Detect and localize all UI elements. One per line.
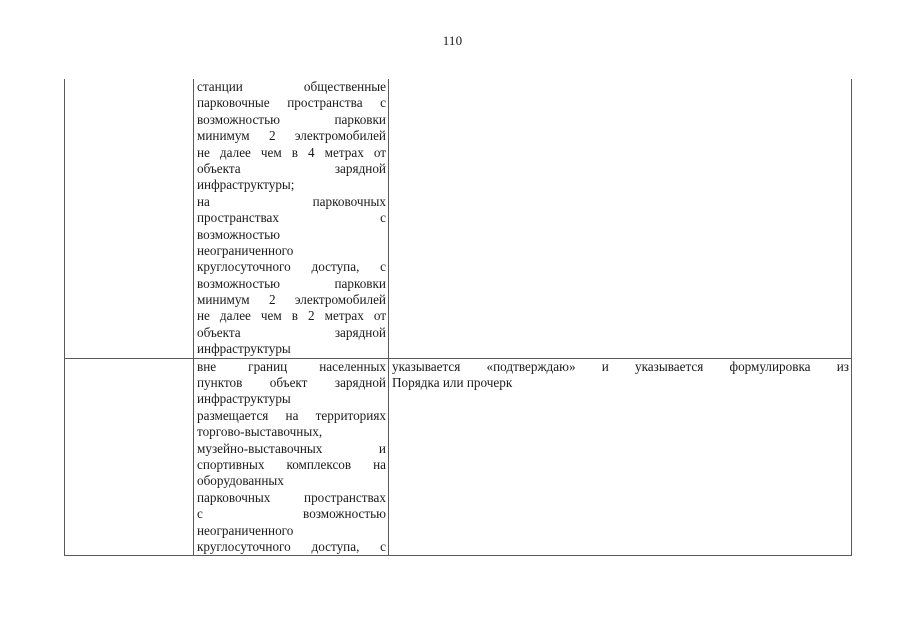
- cell-line: пунктов объект зарядной: [197, 375, 386, 391]
- cell-line: размещается на территориях: [197, 407, 386, 423]
- cell-line: указывается «подтверждаю» и указывается формулировка из: [392, 358, 849, 374]
- cell-line: парковочные пространства с: [197, 95, 386, 111]
- cell-line: неограниченного: [197, 522, 294, 538]
- cell-line: торгово-выставочных,: [197, 424, 323, 440]
- cell-line: минимум 2 электромобилей: [197, 128, 386, 144]
- table-cell-row1-col3: [389, 79, 852, 358]
- cell-line: круглосуточного доступа, с: [197, 538, 386, 554]
- cell-line: инфраструктуры: [197, 391, 291, 407]
- cell-line: музейно-выставочных и: [197, 440, 386, 456]
- cell-line: парковочных пространствах: [197, 489, 386, 505]
- cell-line: инфраструктуры;: [197, 177, 295, 193]
- table-cell-row1-col2: [194, 79, 389, 358]
- cell-line: объекта зарядной: [197, 324, 386, 340]
- table-row: [65, 79, 852, 358]
- table-cell-row2-col3: [389, 358, 852, 556]
- cell-line: не далее чем в 2 метрах от: [197, 308, 386, 324]
- table-cell-row2-col1: [65, 358, 194, 556]
- cell-line: не далее чем в 4 метрах от: [197, 144, 386, 160]
- table-cell-row2-col2: [194, 358, 389, 556]
- cell-line: станции общественные: [197, 79, 386, 94]
- cell-line: возможностью парковки: [197, 111, 386, 127]
- cell-line: Порядка или прочерк: [392, 375, 513, 391]
- cell-line: инфраструктуры: [197, 341, 291, 357]
- cell-line: с возможностью: [197, 506, 386, 522]
- cell-line: вне границ населенных: [197, 358, 386, 374]
- cell-line: возможностью: [197, 226, 280, 242]
- cell-line: на парковочных: [197, 193, 386, 209]
- cell-line: возможностью парковки: [197, 275, 386, 291]
- requirements-table: [64, 79, 852, 556]
- cell-line: спортивных комплексов на: [197, 456, 386, 472]
- table-row: [65, 358, 852, 556]
- cell-line: оборудованных: [197, 473, 284, 489]
- cell-line: объекта зарядной: [197, 160, 386, 176]
- page-number: 110: [442, 33, 463, 48]
- cell-line: пространствах с: [197, 210, 386, 226]
- table-cell-row1-col1: [65, 79, 194, 358]
- cell-line: неограниченного: [197, 242, 294, 258]
- cell-line: круглосуточного доступа, с: [197, 259, 386, 275]
- cell-line: минимум 2 электромобилей: [197, 292, 386, 308]
